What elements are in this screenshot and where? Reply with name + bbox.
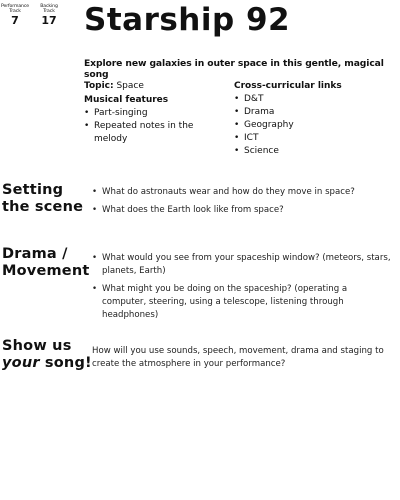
list-item: • Drama	[234, 106, 394, 119]
list-item: • What do astronauts wear and how do they move in space?	[92, 186, 392, 199]
drama-content	[92, 252, 392, 327]
drama-heading	[2, 246, 89, 280]
musical-features-heading: Musical features	[84, 95, 169, 105]
list-item: • D&T	[234, 93, 394, 106]
setting-content	[92, 186, 392, 222]
backing-track	[34, 4, 64, 27]
show-heading-your: your	[2, 355, 40, 371]
page-subtitle: Explore new galaxies in outer space in this gentle, magical song	[84, 58, 384, 80]
list-item: • Part-singing	[84, 107, 224, 120]
backing-track-label-1: Backing	[40, 4, 58, 9]
info-right-column	[234, 80, 394, 158]
page-title: Starship 92	[84, 2, 291, 38]
show-heading	[2, 338, 92, 372]
cross-curricular-heading: Cross-curricular links	[234, 81, 342, 91]
backing-track-number: 17	[41, 14, 57, 27]
cross-curricular-list	[234, 93, 394, 158]
list-item: • What might you be doing on the spaceship? (operating a computer, steering, using a telescope, listening through headphones)	[92, 283, 392, 322]
backing-track-label-2: Track	[43, 9, 55, 14]
list-item: • Geography	[234, 119, 394, 132]
list-item: • Repeated notes in the melody	[84, 120, 206, 146]
setting-heading-line1: Setting	[2, 182, 64, 198]
list-item: • What does the Earth look like from space?	[92, 204, 392, 217]
show-content: How will you use sounds, speech, movement, drama and staging to create the atmosphere in your performance?	[92, 346, 384, 369]
performance-track-label-1: Performance	[0, 4, 29, 9]
list-item: • ICT	[234, 132, 394, 145]
list-item: • What would you see from your spaceship window? (meteors, stars, planets, Earth)	[92, 252, 392, 278]
topic-value: Space	[116, 81, 144, 91]
show-heading-rest: song!	[39, 355, 92, 371]
info-left-column	[84, 80, 224, 146]
show-heading-line1: Show us	[2, 338, 72, 354]
setting-heading	[2, 182, 83, 216]
drama-heading-line1: Drama /	[2, 246, 68, 262]
drama-heading-line2: Movement	[2, 263, 90, 279]
performance-track-label-2: Track	[9, 9, 21, 14]
topic-label: Topic:	[84, 81, 114, 91]
performance-track	[0, 4, 30, 27]
setting-heading-line2: the scene	[2, 199, 84, 215]
performance-track-number: 7	[11, 14, 19, 27]
show-heading-line2	[2, 355, 92, 372]
list-item: • Science	[234, 145, 394, 158]
topic-line	[84, 80, 224, 93]
musical-features-list	[84, 107, 224, 146]
